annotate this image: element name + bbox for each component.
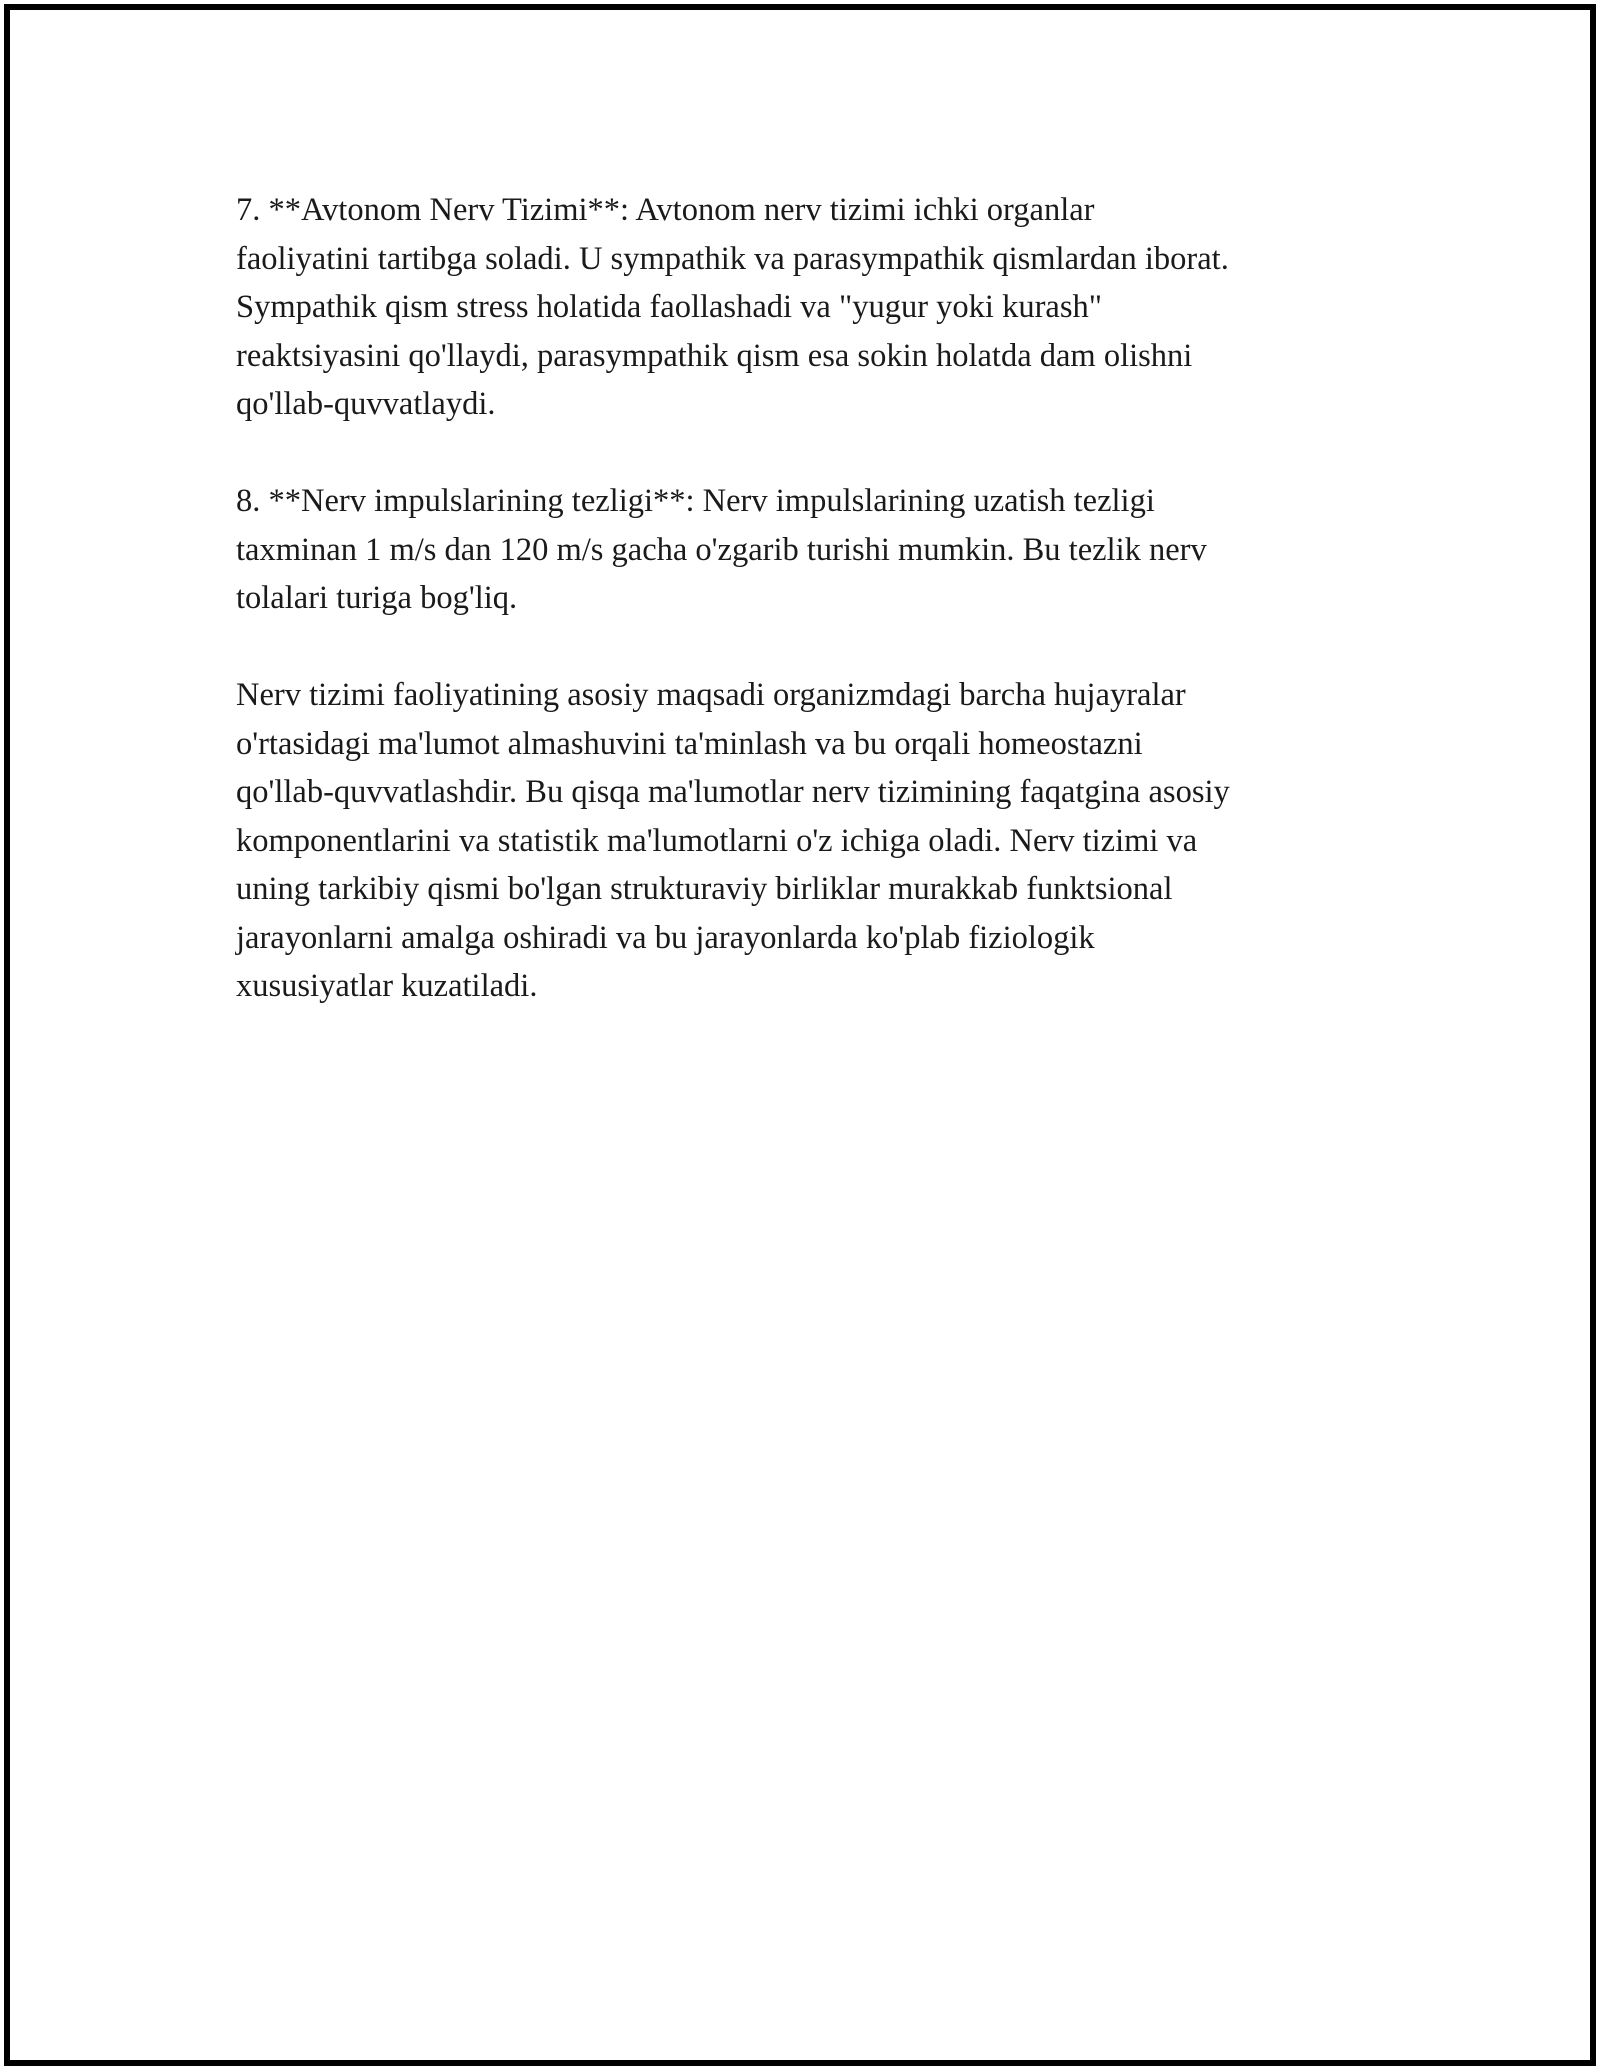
paragraph-autonomic-nervous-system: 7. **Avtonom Nerv Tizimi**: Avtonom nerv tizimi ichki organlar faoliyatini tartibga soladi. U sympathik va parasympathik qismlardan iborat. Sympathik qism stress holatida faollashadi va "yugur yoki kurash" reaktsiyasini qo'llaydi, parasympathik qism esa sokin holatda dam olishni qo'llab-quvvatlaydi. <box>236 192 1229 422</box>
paragraph-nerve-impulse-speed: 8. **Nerv impulslarining tezligi**: Nerv impulslarining uzatish tezligi taxminan 1 m/s dan 120 m/s gacha o'zgarib turishi mumkin. Bu tezlik nerv tolalari turiga bog'liq. <box>236 483 1207 616</box>
document-body <box>236 186 1386 1011</box>
paragraph-nervous-system-summary: Nerv tizimi faoliyatining asosiy maqsadi organizmdagi barcha hujayralar o'rtasidagi ma'lumot almashuvini ta'minlash va bu orqali homeostazni qo'llab-quvvatlashdir. Bu qisqa ma'lumotlar nerv tizimining faqatgina asosiy komponentlarini va statistik ma'lumotlarni o'z ichiga oladi. Nerv tizimi va uning tarkibiy qismi bo'lgan strukturaviy birliklar murakkab funktsional jarayonlarni amalga oshiradi va bu jarayonlarda ko'plab fiziologik xususiyatlar kuzatiladi. <box>236 677 1230 1004</box>
